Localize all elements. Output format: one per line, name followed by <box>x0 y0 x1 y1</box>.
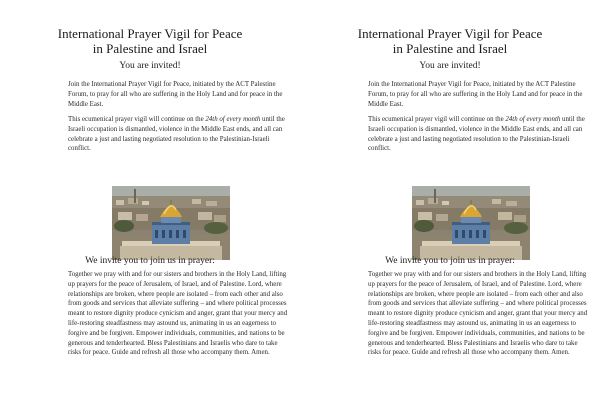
vigil-date-emphasis: 24th of every month <box>505 116 561 123</box>
title-line-2: in Palestine and Israel <box>392 41 508 56</box>
vigil-date-emphasis: 24th of every month <box>205 116 261 123</box>
prayer-text: Together we pray with and for our sisters and brothers in the Holy Land, lifting up prayers for the peace of Jerusalem, of Israel, and of Palestine. Lord, where relationships are broken, where people are isolated – from each other and also from goods and services that alleviate suffering – and where political processes meant to restore dignity produce cynicism and anger, grant that your mercy and life-restoring steadfastness may astound us, animating in us an eagerness to forgive and be forgiven. Empower individuals, communities, and nations to be generous and tenderhearted. Bless Palestinians and Israelis who dare to take risks for peace. Guide and refresh all those who accompany them. Amen. <box>68 271 288 357</box>
vigil-paragraph <box>368 115 588 154</box>
dome-of-the-rock-photo <box>112 186 230 260</box>
dome-of-the-rock-photo <box>412 186 530 260</box>
flyer-right <box>300 0 600 400</box>
vigil-text-after: until the Israeli occupation is dismantled, violence in the Middle East ends, and all can celebrate a just and lasting negotiated resolution to the Palestinian-Israeli conflict. <box>368 116 585 153</box>
vigil-text-after: until the Israeli occupation is dismantled, violence in the Middle East ends, and all can celebrate a just and lasting negotiated resolution to the Palestinian-Israeli conflict. <box>68 116 285 153</box>
vigil-paragraph <box>68 115 288 154</box>
title-line-1: International Prayer Vigil for Peace <box>57 26 243 41</box>
flyer-title <box>300 26 600 56</box>
vigil-text-before: This ecumenical prayer vigil will continue on the <box>68 116 206 123</box>
intro-paragraph: Join the International Prayer Vigil for Peace, initiated by the ACT Palestine Forum, to pray for all who are suffering in the Holy Land and for peace in the Middle East. <box>368 81 583 108</box>
invited-heading: You are invited! <box>419 61 481 71</box>
invite-heading: We invite you to join us in prayer: <box>85 256 215 266</box>
invite-heading: We invite you to join us in prayer: <box>385 256 515 266</box>
vigil-text-before: This ecumenical prayer vigil will continue on the <box>368 116 506 123</box>
prayer-text: Together we pray with and for our sisters and brothers in the Holy Land, lifting up prayers for the peace of Jerusalem, of Israel, and of Palestine. Lord, where relationships are broken, where people are isolated – from each other and also from goods and services that alleviate suffering – and where political processes meant to restore dignity produce cynicism and anger, grant that your mercy and life-restoring steadfastness may astound us, animating in us an eagerness to forgive and be forgiven. Empower individuals, communities, and nations to be generous and tenderhearted. Bless Palestinians and Israelis who dare to take risks for peace. Guide and refresh all those who accompany them. Amen. <box>368 271 588 357</box>
title-line-1: International Prayer Vigil for Peace <box>357 26 543 41</box>
intro-paragraph: Join the International Prayer Vigil for Peace, initiated by the ACT Palestine Forum, to pray for all who are suffering in the Holy Land and for peace in the Middle East. <box>68 81 283 108</box>
flyer-title <box>0 26 300 56</box>
invited-heading: You are invited! <box>119 61 181 71</box>
title-line-2: in Palestine and Israel <box>92 41 208 56</box>
